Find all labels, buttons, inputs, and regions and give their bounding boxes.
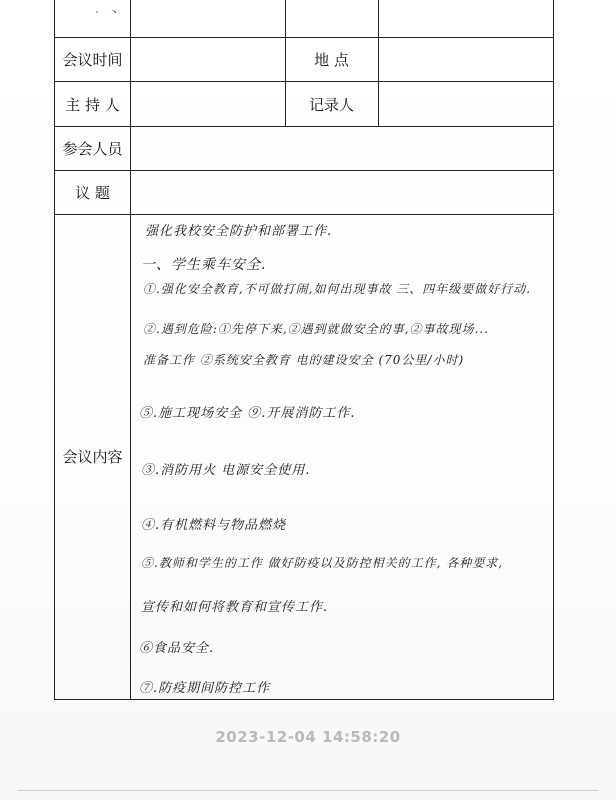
handwritten-line: ①.强化安全教育,不可做打闹,如何出现事故 三、四年级要做好行动.	[143, 282, 532, 296]
attendees-label: 参会人员	[62, 140, 123, 158]
handwritten-line: ③.消防用火 电源安全使用.	[141, 463, 311, 478]
host-label: 主 持 人	[65, 96, 120, 114]
handwritten-line: ⑤.教师和学生的工作 做好防疫以及防控相关的工作, 各种要求,	[141, 556, 504, 570]
handwritten-line: 准备工作 ②系统安全教育 电的建设安全 (70公里/小时)	[143, 353, 465, 367]
column-divider	[130, 0, 131, 700]
photo-timestamp: 2023-12-04 14:58:20	[215, 728, 401, 746]
paper-edge-divider	[18, 790, 598, 791]
handwritten-line: 一、学生乘车安全.	[141, 257, 267, 273]
meeting-time-label: 会议时间	[62, 51, 123, 69]
location-label: 地 点	[314, 51, 349, 69]
topic-label: 议 题	[75, 184, 110, 202]
handwritten-notes	[135, 214, 553, 698]
handwritten-line: ⑦.防疫期间防控工作	[139, 681, 271, 696]
meeting-content-label: 会议内容	[62, 448, 123, 466]
handwritten-line: 强化我校安全防护和部署工作.	[145, 224, 333, 239]
cut-off-header-text: · 丶	[95, 8, 123, 18]
handwritten-line: ⑥食品安全.	[139, 641, 215, 656]
handwritten-line: ⑤.施工现场安全 ⑨.开展消防工作.	[139, 406, 356, 421]
recorder-label: 记录人	[308, 96, 354, 114]
column-divider	[378, 0, 379, 126]
meeting-record-table	[54, 0, 554, 700]
handwritten-line: ②.遇到危险:①先停下来,②遇到就做安全的事,②事故现场...	[143, 322, 489, 336]
handwritten-line: 宣传和如何将教育和宣传工作.	[141, 600, 329, 615]
handwritten-line: ④.有机燃料与物品燃烧	[141, 518, 287, 533]
